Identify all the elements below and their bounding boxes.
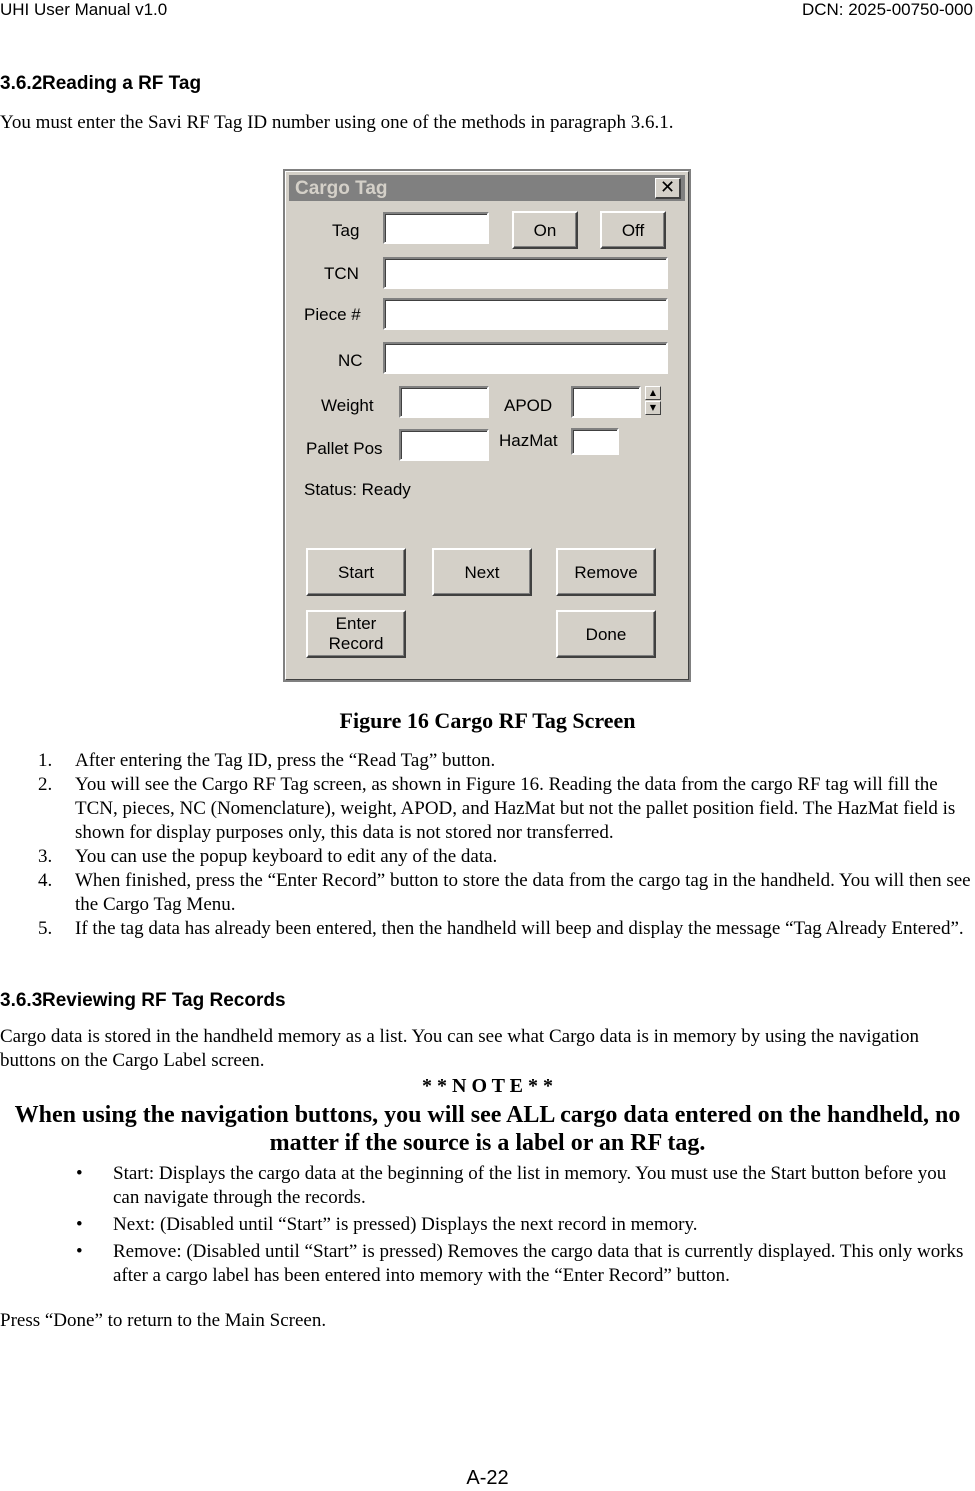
- step-text: When finished, press the “Enter Record” button to store the data from the cargo tag in the handheld. You will then see the Cargo Tag Menu.: [75, 870, 971, 915]
- hazmat-label: HazMat: [499, 431, 558, 450]
- page-number: A-22: [466, 1467, 509, 1489]
- bullet: •: [76, 1241, 83, 1262]
- section-number: 3.6.2: [0, 73, 43, 94]
- bullet-text: Remove: (Disabled until “Start” is pressed) Removes the cargo data that is currently displayed. This only works after a cargo label has been entered into memory with the “Enter Record” button.: [113, 1241, 964, 1286]
- hazmat-input[interactable]: [571, 428, 619, 455]
- off-button[interactable]: Off: [600, 211, 666, 249]
- tcn-label: TCN: [324, 264, 359, 283]
- list-item: [0, 749, 975, 773]
- status-text: Status: Ready: [304, 480, 411, 499]
- step-text: You will see the Cargo RF Tag screen, as shown in Figure 16. Reading the data from the cargo RF tag will fill the TCN, pieces, NC (Nomenclature), weight, APOD, and HazMat but not the pallet position field. The HazMat field is shown for display purposes only, this data is not stored nor transferred.: [75, 774, 956, 843]
- done-button[interactable]: Done: [556, 610, 656, 658]
- header-left: UHI User Manual v1.0: [0, 0, 168, 19]
- bullet-list: [0, 1162, 975, 1291]
- weight-input[interactable]: [399, 386, 489, 418]
- section-number: 3.6.3: [0, 990, 43, 1011]
- nc-input[interactable]: [383, 342, 668, 374]
- enter-record-button[interactable]: Enter Record: [306, 610, 406, 658]
- bullet: •: [76, 1163, 83, 1184]
- apod-label: APOD: [504, 396, 553, 415]
- apod-spin-down[interactable]: [645, 401, 661, 415]
- list-item: [0, 1240, 975, 1288]
- on-button[interactable]: On: [512, 211, 578, 249]
- step-number: 5.: [38, 918, 53, 939]
- step-number: 2.: [38, 774, 53, 795]
- bullet-text: Start: Displays the cargo data at the beginning of the list in memory. You must use the Start button before you can navigate through the records.: [113, 1163, 947, 1208]
- step-text: After entering the Tag ID, press the “Read Tag” button.: [75, 750, 496, 771]
- apod-input[interactable]: [571, 386, 641, 418]
- section-heading-reading: [0, 73, 201, 95]
- pallet-pos-input[interactable]: [399, 429, 489, 461]
- piece-input[interactable]: [383, 298, 668, 330]
- done-paragraph: Press “Done” to return to the Main Screen.: [0, 1310, 327, 1331]
- note-text: When using the navigation buttons, you will see ALL cargo data entered on the handheld, no matter if the source is a label or an RF tag.: [14, 1102, 961, 1156]
- close-button[interactable]: [655, 178, 681, 199]
- close-icon: ✕: [659, 177, 676, 198]
- remove-button[interactable]: Remove: [556, 548, 656, 596]
- list-item: [0, 773, 975, 845]
- bullet: •: [76, 1214, 83, 1235]
- intro-paragraph: You must enter the Savi RF Tag ID number using one of the methods in paragraph 3.6.1.: [0, 112, 674, 133]
- nc-label: NC: [338, 351, 363, 370]
- section-title: Reviewing RF Tag Records: [42, 990, 286, 1011]
- apod-spin-up[interactable]: [645, 386, 661, 400]
- cargo-tag-window: [285, 171, 689, 680]
- window-title: Cargo Tag: [295, 178, 388, 199]
- figure-caption: Figure 16 Cargo RF Tag Screen: [339, 708, 636, 733]
- note-heading: * * N O T E * *: [422, 1075, 553, 1097]
- bullet-text: Next: (Disabled until “Start” is pressed) Displays the next record in memory.: [113, 1214, 698, 1235]
- tag-label: Tag: [332, 221, 360, 240]
- list-item: [0, 1162, 975, 1210]
- review-paragraph: Cargo data is stored in the handheld memory as a list. You can see what Cargo data is in memory by using the navigation buttons on the Cargo Label screen.: [0, 1026, 920, 1071]
- steps-list: [0, 749, 975, 941]
- next-button[interactable]: Next: [432, 548, 532, 596]
- list-item: [0, 845, 975, 869]
- header-right: DCN: 2025-00750-000: [801, 0, 973, 19]
- section-title: Reading a RF Tag: [42, 73, 202, 94]
- section-heading-reviewing: [0, 990, 286, 1012]
- cargo-tag-figure: [283, 169, 691, 682]
- step-text: You can use the popup keyboard to edit any of the data.: [75, 846, 498, 867]
- spin-down-icon: ▼: [649, 403, 657, 412]
- pallet-pos-label: Pallet Pos: [306, 439, 383, 458]
- list-item: [0, 917, 975, 941]
- spin-up-icon: ▲: [649, 388, 657, 397]
- start-button[interactable]: Start: [306, 548, 406, 596]
- list-item: [0, 1213, 975, 1237]
- title-bar: [289, 175, 685, 201]
- list-item: [0, 869, 975, 917]
- step-number: 3.: [38, 846, 53, 867]
- weight-label: Weight: [321, 396, 374, 415]
- tcn-input[interactable]: [383, 257, 668, 289]
- step-text: If the tag data has already been entered, then the handheld will beep and display the message “Tag Already Entered”.: [75, 918, 964, 939]
- step-number: 1.: [38, 750, 53, 771]
- piece-label: Piece #: [304, 305, 361, 324]
- step-number: 4.: [38, 870, 53, 891]
- tag-input[interactable]: [383, 212, 489, 244]
